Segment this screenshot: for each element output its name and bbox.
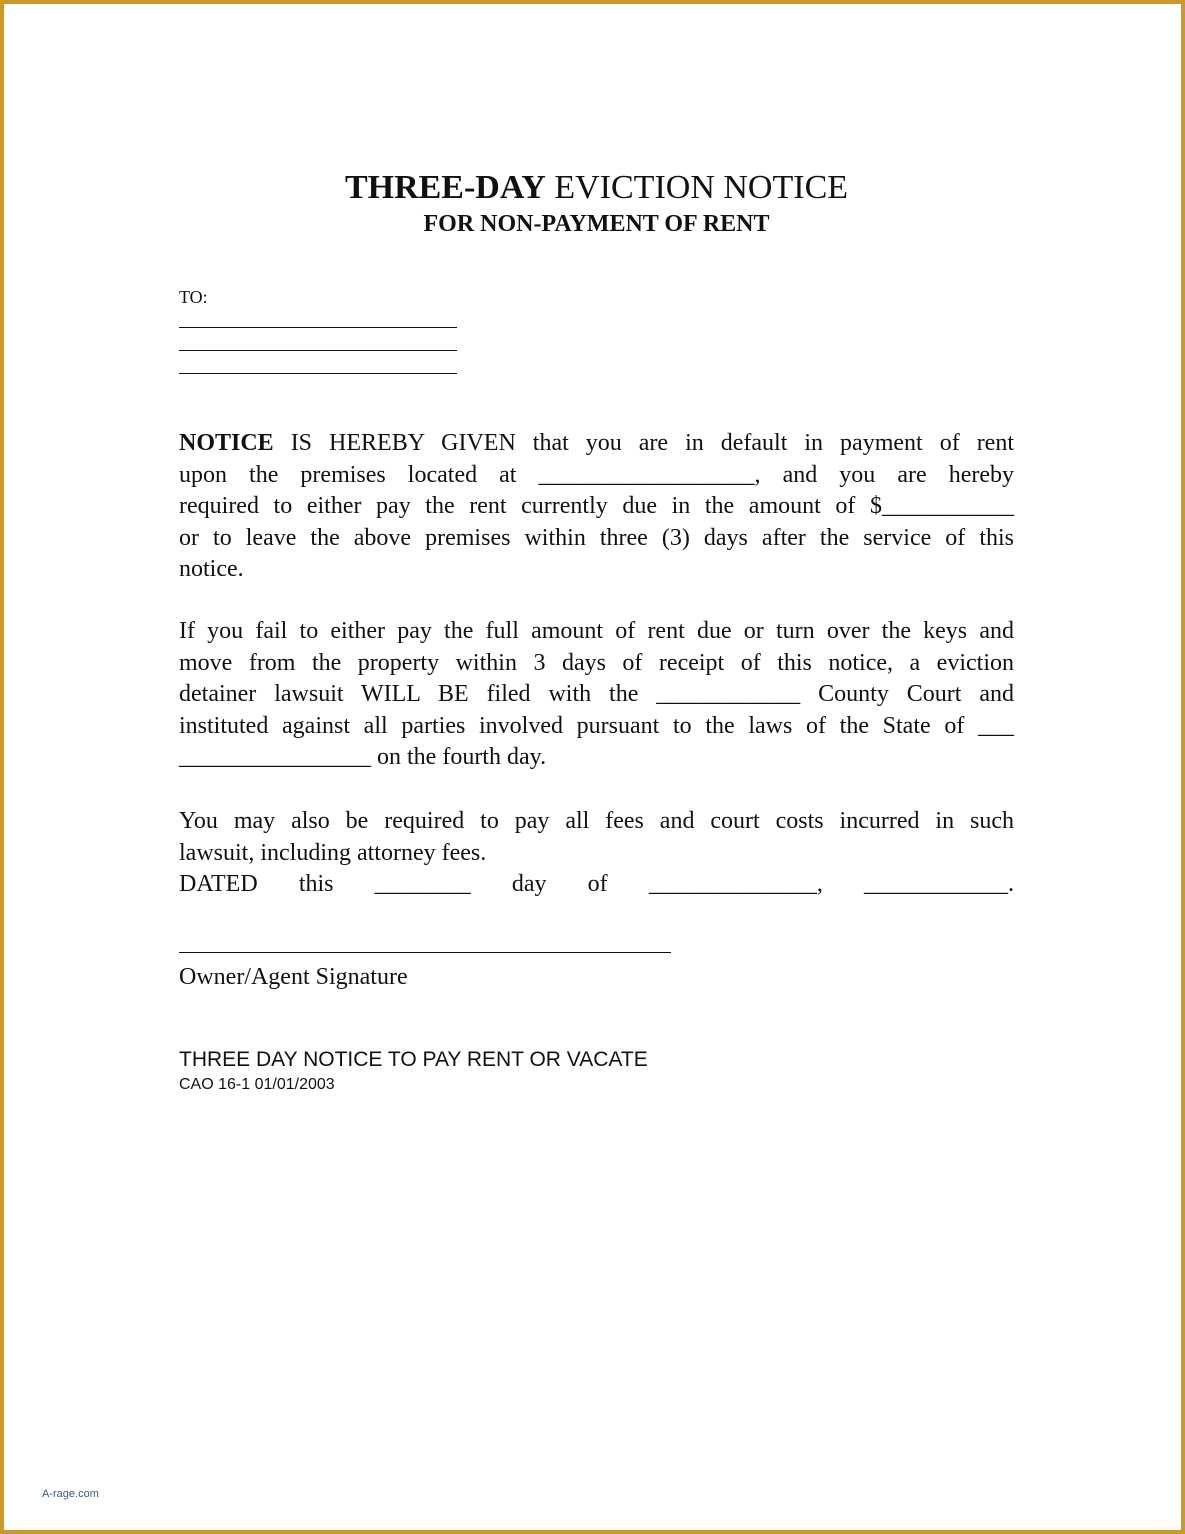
notice-line: or to leave the above premises within three (3) days after the service of this [179, 524, 1014, 551]
document-subtitle: FOR NON-PAYMENT OF RENT [423, 211, 770, 237]
dated-line: DATED this ________ day of ______________, ____________. [179, 871, 1014, 897]
fees-line: lawsuit, including attorney fees. [179, 839, 487, 866]
form-code: CAO 16-1 01/01/2003 [179, 1076, 335, 1093]
lawsuit-line: If you fail to either pay the full amount of rent due or turn over the keys and [179, 618, 1014, 644]
notice-line: notice. [179, 556, 244, 582]
notice-line: upon the premises located at __________________, and you are hereby [179, 461, 1014, 488]
signature-line [179, 952, 671, 953]
form-title: THREE DAY NOTICE TO PAY RENT OR VACATE [179, 1048, 648, 1071]
to-label: TO: [179, 287, 208, 307]
watermark: A-rage.com [42, 1488, 99, 1500]
fees-paragraph [179, 806, 1014, 901]
fees-line: You may also be required to pay all fees and court costs incurred in such [179, 808, 1014, 834]
lawsuit-line: instituted against all parties involved pursuant to the laws of the State of ___ [179, 712, 1014, 739]
lawsuit-line: detainer lawsuit WILL BE filed with the ____________ County Court and [179, 681, 1014, 707]
recipient-line-1 [179, 327, 457, 328]
notice-line: required to either pay the rent currently due in the amount of $___________ [179, 493, 1014, 519]
notice-line: NOTICE IS HEREBY GIVEN that you are in default in payment of rent [179, 430, 1014, 456]
notice-paragraph [179, 428, 1014, 586]
title-regular-part: EVICTION NOTICE [545, 169, 849, 206]
document-title [4, 168, 1185, 208]
signature-label: Owner/Agent Signature [179, 964, 408, 990]
lawsuit-line: move from the property within 3 days of receipt of this notice, a eviction [179, 649, 1014, 676]
notice-bold-word: NOTICE [179, 430, 274, 456]
lawsuit-line: ________________ on the fourth day. [179, 744, 547, 770]
title-bold-part: THREE-DAY [344, 169, 546, 206]
lawsuit-paragraph [179, 616, 1014, 774]
recipient-line-2 [179, 350, 457, 351]
recipient-line-3 [179, 373, 457, 374]
